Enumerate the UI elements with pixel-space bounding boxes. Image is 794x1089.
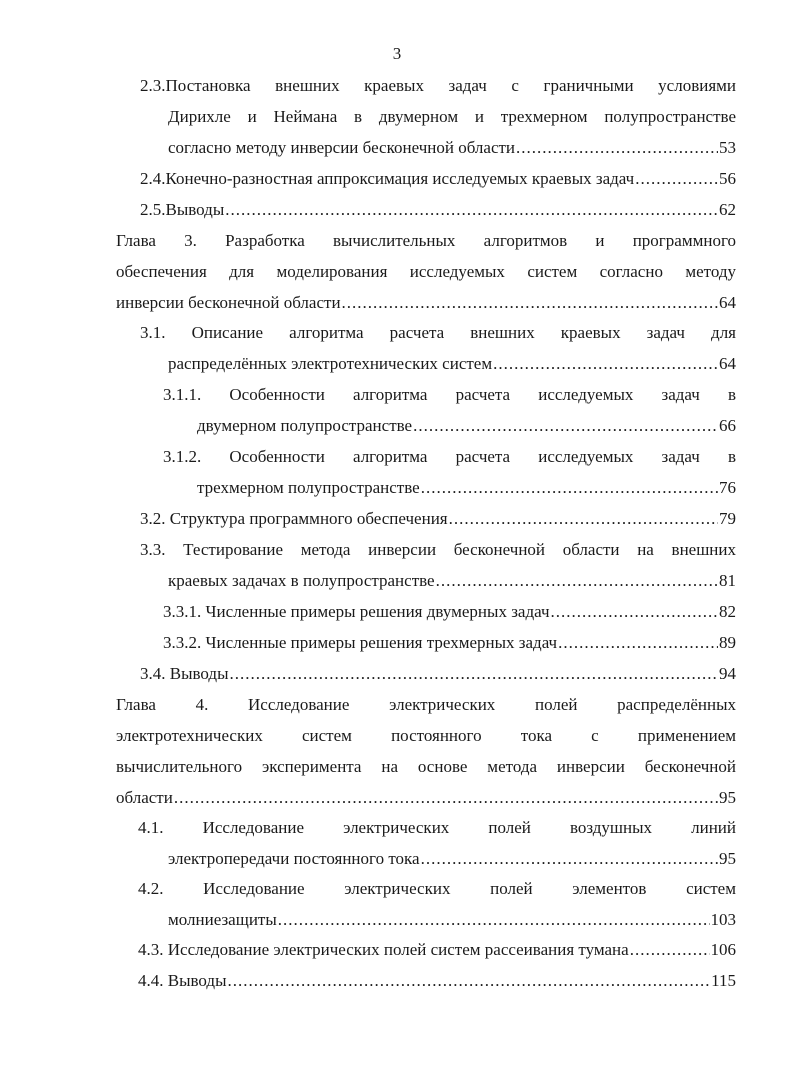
dot-leader <box>516 132 718 163</box>
toc-entry-4-3 <box>138 934 736 965</box>
toc-page-number: 95 <box>719 849 736 868</box>
toc-page-number: 64 <box>719 354 736 373</box>
toc-entry-3-3-2 <box>163 627 736 658</box>
dot-leader <box>278 904 710 935</box>
toc-entry-4-1 <box>138 812 736 874</box>
toc-entry-text: вычислительного эксперимента на основе метода инверсии бесконечной <box>116 757 736 776</box>
dot-leader <box>230 658 718 689</box>
toc-entry-text: 4.3. Исследование электрических полей систем рассеивания тумана <box>138 940 629 959</box>
dot-leader <box>421 472 718 503</box>
toc-entry-text: 3.3. Тестирование метода инверсии бесконечной области на внешних <box>140 540 736 559</box>
toc-entry-2-3 <box>140 70 736 163</box>
dot-leader <box>449 503 718 534</box>
toc-entry-3-1 <box>140 317 736 379</box>
toc-entry-3-4 <box>140 658 736 689</box>
toc-entry-text: инверсии бесконечной области <box>116 293 341 312</box>
toc-entry-text: 4.1. Исследование электрических полей воздушных линий <box>138 818 736 837</box>
toc-entry-text: электропередачи постоянного тока <box>168 849 420 868</box>
toc-entry-3-1-2 <box>163 441 736 503</box>
toc-entry-4-4 <box>138 965 736 996</box>
toc-page-number: 95 <box>719 788 736 807</box>
toc-page-number: 53 <box>719 138 736 157</box>
dot-leader <box>436 565 718 596</box>
dot-leader <box>225 194 718 225</box>
dot-leader <box>421 843 718 874</box>
toc-page-number: 103 <box>710 910 736 929</box>
toc-entry-text: 2.3.Постановка внешних краевых задач с граничными условиями <box>140 76 736 95</box>
toc-entry-2-5 <box>140 194 736 225</box>
dot-leader <box>174 782 718 813</box>
toc-page-number: 106 <box>710 940 736 959</box>
dot-leader <box>493 348 718 379</box>
dot-leader <box>630 934 710 965</box>
toc-entry-3-2 <box>140 503 736 534</box>
toc-page-number: 94 <box>719 664 736 683</box>
toc-page-number: 66 <box>719 416 736 435</box>
toc-entry-3-3 <box>140 534 736 596</box>
toc-entry-text: Глава 4. Исследование электрических полей распределённых <box>116 695 736 714</box>
toc-page-number: 89 <box>719 633 736 652</box>
dot-leader <box>342 287 718 318</box>
toc-entry-text: трехмерном полупространстве <box>197 478 420 497</box>
toc-entry-text: 2.4.Конечно-разностная аппроксимация исследуемых краевых задач <box>140 169 635 188</box>
toc-entry-text: 3.3.2. Численные примеры решения трехмерных задач <box>163 633 558 652</box>
toc-page-number: 115 <box>711 971 736 990</box>
toc-entry-3-1-1 <box>163 379 736 441</box>
toc-entry-text: распределённых электротехнических систем <box>168 354 493 373</box>
toc-entry-text: согласно методу инверсии бесконечной области <box>168 138 516 157</box>
toc-entry-3-3-1 <box>163 596 736 627</box>
toc-page-number: 76 <box>719 478 736 497</box>
toc-entry-2-4 <box>140 163 736 194</box>
toc-entry-text: 2.5.Выводы <box>140 200 225 219</box>
toc-page-number: 62 <box>719 200 736 219</box>
dot-leader <box>558 627 718 658</box>
toc-entry-text: области <box>116 788 173 807</box>
toc-entry-4-2 <box>138 873 736 935</box>
toc-entry-text: Глава 3. Разработка вычислительных алгоритмов и программного <box>116 231 736 250</box>
toc-entry-text: 4.4. Выводы <box>138 971 227 990</box>
toc-entry-text: 3.3.1. Численные примеры решения двумерных задач <box>163 602 550 621</box>
page-number: 3 <box>392 44 402 63</box>
toc-page-number: 64 <box>719 293 736 312</box>
toc-entry-chapter-3 <box>116 225 736 318</box>
toc-entry-text: 3.4. Выводы <box>140 664 229 683</box>
toc-entry-chapter-4 <box>116 689 736 813</box>
toc-entry-text: молниезащиты <box>168 910 277 929</box>
toc-entry-text: 3.2. Структура программного обеспечения <box>140 509 448 528</box>
toc-entry-text: Дирихле и Неймана в двумерном и трехмерном полупространстве <box>168 107 736 126</box>
toc-page-number: 56 <box>719 169 736 188</box>
dot-leader <box>228 965 711 996</box>
toc-entry-text: краевых задачах в полупространстве <box>168 571 435 590</box>
toc-entry-text: 4.2. Исследование электрических полей элементов систем <box>138 879 736 898</box>
toc-entry-text: двумерном полупространстве <box>197 416 413 435</box>
toc-entry-text: 3.1.1. Особенности алгоритма расчета исследуемых задач в <box>163 385 736 404</box>
toc-entry-text: обеспечения для моделирования исследуемых систем согласно методу <box>116 262 736 281</box>
toc-entry-text: электротехнических систем постоянного тока с применением <box>116 726 736 745</box>
toc-page-number: 79 <box>719 509 736 528</box>
toc-entry-text: 3.1. Описание алгоритма расчета внешних краевых задач для <box>140 323 736 342</box>
dot-leader <box>413 410 718 441</box>
dot-leader <box>635 163 718 194</box>
toc-page-number: 82 <box>719 602 736 621</box>
toc-page-number: 81 <box>719 571 736 590</box>
dot-leader <box>551 596 718 627</box>
toc-entry-text: 3.1.2. Особенности алгоритма расчета исследуемых задач в <box>163 447 736 466</box>
